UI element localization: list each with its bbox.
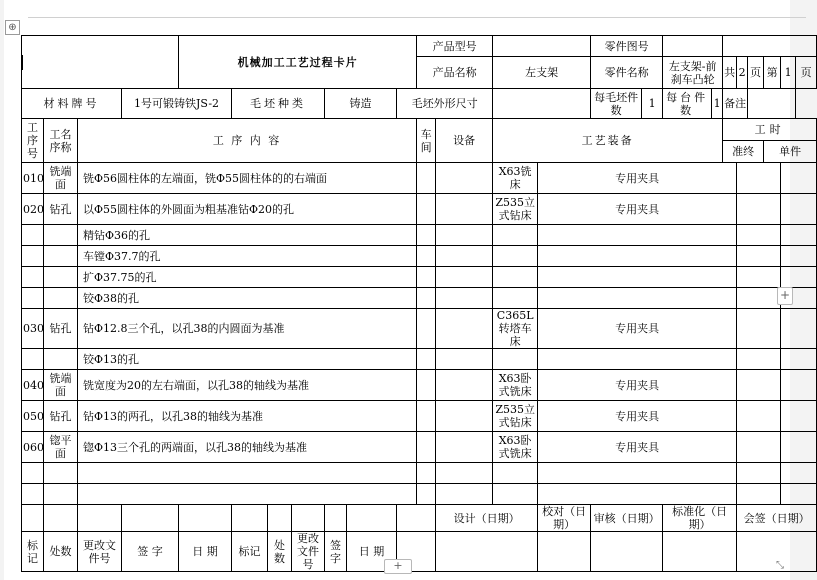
part-name-label: 零件名称	[591, 57, 663, 89]
add-column-button[interactable]: +	[777, 287, 793, 305]
col-step-name: 工名序称	[44, 119, 78, 163]
step-name[interactable]	[44, 463, 78, 484]
blank-size-value[interactable]	[493, 89, 591, 119]
step-equipment[interactable]: Z535立式钻床	[493, 401, 538, 432]
step-section[interactable]	[436, 309, 493, 349]
step-content[interactable]	[78, 463, 417, 484]
step-prep-time[interactable]	[737, 370, 781, 401]
table-row	[22, 370, 817, 401]
header-blank-right	[723, 36, 817, 57]
footer-blank[interactable]	[179, 505, 232, 532]
step-section[interactable]	[436, 163, 493, 194]
step-tooling[interactable]	[538, 484, 737, 505]
step-unit-time[interactable]	[781, 432, 817, 463]
step-no[interactable]: 030	[22, 309, 44, 349]
step-workshop[interactable]	[417, 484, 436, 505]
card-title: 机械加工工艺过程卡片	[179, 36, 417, 89]
per-unit-label: 每台件数	[663, 89, 712, 119]
per-unit-value[interactable]: 1	[712, 89, 723, 119]
col-content: 工 序 内 容	[78, 119, 417, 163]
footer-blank[interactable]	[44, 505, 78, 532]
step-content[interactable]: 钻Φ12.8三个孔，以孔38的内圆面为基准	[78, 309, 417, 349]
product-name-label: 产品名称	[417, 57, 493, 89]
blank-size-label: 毛坯外形尺寸	[397, 89, 493, 119]
step-content[interactable]: 铣宽度为20的左右端面，以孔38的轴线为基准	[78, 370, 417, 401]
step-prep-time[interactable]	[737, 463, 781, 484]
table-row	[22, 267, 817, 288]
review-label: 审核（日期）	[591, 505, 663, 532]
product-model-label: 产品型号	[417, 36, 493, 57]
design-value[interactable]	[436, 532, 538, 572]
per-blank-value[interactable]: 1	[642, 89, 663, 119]
step-name[interactable]	[44, 246, 78, 267]
step-name[interactable]: 钻孔	[44, 309, 78, 349]
step-tooling[interactable]	[538, 267, 737, 288]
footer-blank[interactable]	[397, 505, 436, 532]
step-equipment[interactable]: X63卧式铣床	[493, 370, 538, 401]
step-tooling[interactable]	[538, 246, 737, 267]
page-top-guide	[28, 17, 806, 18]
process-card-table	[21, 35, 817, 572]
design-label: 设计（日期）	[436, 505, 538, 532]
blank-type-label: 毛坯种类	[232, 89, 325, 119]
step-section[interactable]	[436, 370, 493, 401]
table-row	[22, 432, 817, 463]
remark-label: 备注	[723, 89, 748, 119]
step-content[interactable]: 车镗Φ37.7的孔	[78, 246, 417, 267]
step-section[interactable]	[436, 288, 493, 309]
step-unit-time[interactable]	[781, 246, 817, 267]
step-prep-time[interactable]	[737, 484, 781, 505]
step-equipment[interactable]	[493, 246, 538, 267]
step-name[interactable]	[44, 484, 78, 505]
table-row	[22, 194, 817, 225]
step-tooling[interactable]: 专用夹具	[538, 309, 737, 349]
part-name-value[interactable]: 左支架-前刹车凸轮	[663, 57, 723, 89]
step-no[interactable]	[22, 246, 44, 267]
step-content[interactable]: 铰Φ13的孔	[78, 349, 417, 370]
step-prep-time[interactable]	[737, 432, 781, 463]
step-no[interactable]	[22, 484, 44, 505]
step-content[interactable]: 精钻Φ36的孔	[78, 225, 417, 246]
step-no[interactable]: 040	[22, 370, 44, 401]
step-workshop[interactable]	[417, 432, 436, 463]
table-row	[22, 309, 817, 349]
step-no[interactable]	[22, 225, 44, 246]
step-unit-time[interactable]	[781, 401, 817, 432]
per-blank-label: 每毛坯件数	[591, 89, 642, 119]
product-name-value[interactable]: 左支架	[493, 57, 591, 89]
step-name[interactable]: 钻孔	[44, 194, 78, 225]
step-content[interactable]: 铰Φ38的孔	[78, 288, 417, 309]
step-unit-time[interactable]	[781, 463, 817, 484]
step-workshop[interactable]	[417, 267, 436, 288]
col-tooling: 工艺装备	[493, 119, 723, 163]
footer-blank[interactable]	[347, 505, 397, 532]
step-prep-time[interactable]	[737, 309, 781, 349]
step-section[interactable]	[436, 484, 493, 505]
step-equipment[interactable]: X63铣床	[493, 163, 538, 194]
footer-date: 日 期	[179, 532, 232, 572]
step-no[interactable]: 010	[22, 163, 44, 194]
step-prep-time[interactable]	[737, 349, 781, 370]
step-workshop[interactable]	[417, 246, 436, 267]
current-label: 第	[764, 57, 781, 89]
table-row	[22, 401, 817, 432]
step-unit-time[interactable]	[781, 163, 817, 194]
step-workshop[interactable]	[417, 163, 436, 194]
step-tooling[interactable]	[538, 349, 737, 370]
col-equipment: 设备	[436, 119, 493, 163]
step-no[interactable]	[22, 349, 44, 370]
step-workshop[interactable]	[417, 194, 436, 225]
step-prep-time[interactable]	[737, 267, 781, 288]
step-equipment[interactable]	[493, 484, 538, 505]
step-prep-time[interactable]	[737, 163, 781, 194]
step-prep-time[interactable]	[737, 194, 781, 225]
step-tooling[interactable]: 专用夹具	[538, 194, 737, 225]
step-tooling[interactable]: 专用夹具	[538, 370, 737, 401]
step-equipment[interactable]	[493, 267, 538, 288]
footer-blank[interactable]	[78, 505, 122, 532]
step-prep-time[interactable]	[737, 225, 781, 246]
step-workshop[interactable]	[417, 225, 436, 246]
step-unit-time[interactable]	[781, 349, 817, 370]
footer-blank[interactable]	[232, 505, 268, 532]
step-prep-time[interactable]	[737, 288, 781, 309]
step-content[interactable]: 锪Φ13三个孔的两端面，以孔38的轴线为基准	[78, 432, 417, 463]
step-name[interactable]: 锪平面	[44, 432, 78, 463]
step-workshop[interactable]	[417, 288, 436, 309]
step-prep-time[interactable]	[737, 246, 781, 267]
step-workshop[interactable]	[417, 349, 436, 370]
step-unit-time[interactable]	[781, 309, 817, 349]
step-name[interactable]: 钻孔	[44, 401, 78, 432]
col-prep-time: 准终	[723, 141, 764, 163]
step-unit-time[interactable]	[781, 194, 817, 225]
step-section[interactable]	[436, 401, 493, 432]
step-tooling[interactable]: 专用夹具	[538, 401, 737, 432]
step-content[interactable]: 铣Φ56圆柱体的左端面，铣Φ55圆柱体的的右端面	[78, 163, 417, 194]
footer-date-2: 日 期	[347, 532, 397, 572]
step-name[interactable]: 铣端面	[44, 370, 78, 401]
step-unit-time[interactable]	[781, 267, 817, 288]
remark-value[interactable]	[748, 89, 796, 119]
table-row	[22, 163, 817, 194]
step-name[interactable]	[44, 349, 78, 370]
footer-blank[interactable]	[325, 505, 347, 532]
step-prep-time[interactable]	[737, 401, 781, 432]
footer-sign-2: 签 字	[325, 532, 347, 572]
col-workshop: 车间	[417, 119, 436, 163]
step-section[interactable]	[436, 194, 493, 225]
footer-blank[interactable]	[292, 505, 325, 532]
proof-value[interactable]	[538, 532, 591, 572]
material-label: 材料牌号	[22, 89, 122, 119]
proof-label: 校对（日期）	[538, 505, 591, 532]
step-name[interactable]	[44, 288, 78, 309]
step-workshop[interactable]	[417, 463, 436, 484]
col-step-no: 工序号	[22, 119, 44, 163]
page-label: 页	[748, 57, 764, 89]
step-no[interactable]	[22, 288, 44, 309]
footer-sign: 签 字	[122, 532, 179, 572]
table-resize-handle-icon[interactable]: ⤡	[776, 560, 784, 571]
step-unit-time[interactable]	[781, 225, 817, 246]
footer-place-2: 处数	[268, 532, 292, 572]
step-tooling[interactable]	[538, 463, 737, 484]
step-equipment[interactable]: Z535立式钻床	[493, 194, 538, 225]
footer-mark: 标记	[22, 532, 44, 572]
step-content[interactable]: 钻Φ13的两孔，以孔38的轴线为基准	[78, 401, 417, 432]
table-row	[22, 225, 817, 246]
step-name[interactable]	[44, 267, 78, 288]
step-no[interactable]: 060	[22, 432, 44, 463]
review-value[interactable]	[591, 532, 663, 572]
step-unit-time[interactable]	[781, 370, 817, 401]
footer-change-doc-2: 更改文件号	[292, 532, 325, 572]
table-row	[22, 349, 817, 370]
step-tooling[interactable]: 专用夹具	[538, 432, 737, 463]
step-no[interactable]: 050	[22, 401, 44, 432]
step-equipment[interactable]	[493, 288, 538, 309]
footer-blank[interactable]	[122, 505, 179, 532]
step-workshop[interactable]	[417, 370, 436, 401]
step-no[interactable]	[22, 267, 44, 288]
step-unit-time[interactable]	[781, 484, 817, 505]
standard-value[interactable]	[663, 532, 737, 572]
add-row-button[interactable]: +	[384, 559, 412, 574]
product-model-value[interactable]	[493, 36, 591, 57]
step-equipment[interactable]: C365L转塔车床	[493, 309, 538, 349]
step-equipment[interactable]: X63卧式铣床	[493, 432, 538, 463]
step-section[interactable]	[436, 246, 493, 267]
col-unit-time: 单件	[764, 141, 817, 163]
col-hours: 工时	[723, 119, 817, 141]
step-tooling[interactable]: 专用夹具	[538, 163, 737, 194]
step-no[interactable]	[22, 463, 44, 484]
footer-blank[interactable]	[268, 505, 292, 532]
table-row	[22, 246, 817, 267]
blank-type-value[interactable]: 铸造	[325, 89, 397, 119]
part-drawing-value[interactable]	[663, 36, 723, 57]
countersign-label: 会签（日期）	[737, 505, 817, 532]
footer-change-doc: 更改文件号	[78, 532, 122, 572]
total-pages[interactable]: 2	[737, 57, 748, 89]
step-workshop[interactable]	[417, 309, 436, 349]
step-section[interactable]	[436, 349, 493, 370]
step-content[interactable]: 以Φ55圆柱体的外圆面为粗基准钻Φ20的孔	[78, 194, 417, 225]
total-label: 共	[723, 57, 737, 89]
footer-blank[interactable]	[22, 505, 44, 532]
step-tooling[interactable]	[538, 225, 737, 246]
step-section[interactable]	[436, 267, 493, 288]
step-workshop[interactable]	[417, 401, 436, 432]
page-label-2: 页	[796, 57, 817, 89]
step-section[interactable]	[436, 225, 493, 246]
step-tooling[interactable]	[538, 288, 737, 309]
step-equipment[interactable]	[493, 349, 538, 370]
current-page[interactable]: 1	[781, 57, 796, 89]
step-equipment[interactable]	[493, 463, 538, 484]
step-content[interactable]	[78, 484, 417, 505]
step-section[interactable]	[436, 432, 493, 463]
table-move-handle-icon[interactable]: ⊕	[5, 20, 20, 35]
step-name[interactable]: 铣端面	[44, 163, 78, 194]
material-value[interactable]: 1号可锻铸铁JS-2	[122, 89, 232, 119]
standard-label: 标准化（日期）	[663, 505, 737, 532]
step-section[interactable]	[436, 463, 493, 484]
part-drawing-label: 零件图号	[591, 36, 663, 57]
step-no[interactable]: 020	[22, 194, 44, 225]
step-content[interactable]: 扩Φ37.75的孔	[78, 267, 417, 288]
step-name[interactable]	[44, 225, 78, 246]
step-equipment[interactable]	[493, 225, 538, 246]
table-row	[22, 463, 817, 484]
table-row	[22, 288, 817, 309]
header-blank	[22, 36, 179, 89]
footer-mark-2: 标记	[232, 532, 268, 572]
footer-place: 处数	[44, 532, 78, 572]
table-row	[22, 484, 817, 505]
